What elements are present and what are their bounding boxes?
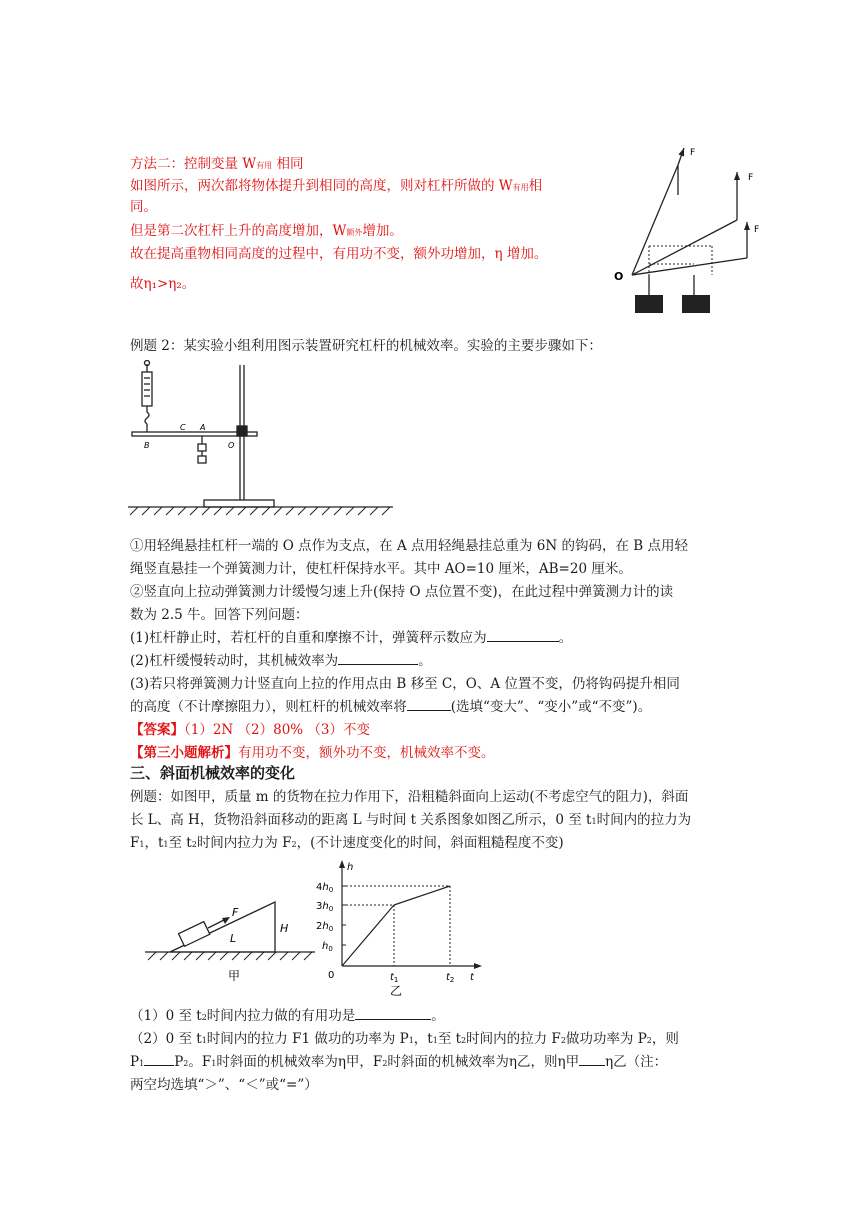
example2-step2b: 数为 2.5 牛。回答下列问题： xyxy=(130,607,309,623)
incline-height-label: H xyxy=(280,922,289,935)
lever-apparatus-figure xyxy=(128,360,398,520)
graph-tick-4h0: $4h_0$ xyxy=(316,882,334,894)
example2-question3b: 的高度（不计摩擦阻力），则杠杆的机械效率将 (选填“变大”、“变小”或“不变”)。 xyxy=(130,699,652,715)
answer-blank-2 xyxy=(338,652,418,665)
answer-blank-1 xyxy=(487,629,559,642)
force-label-2: F xyxy=(748,173,754,183)
graph-tick-h0: $h_0$ xyxy=(322,941,333,953)
method2-conclusion: 故η₁>η₂。 xyxy=(130,276,196,292)
method2-line5: 故在提高重物相同高度的过程中，有用功不变，额外功增加，η 增加。 xyxy=(130,246,548,262)
force-label-3: F xyxy=(754,225,760,235)
answer-blank-6 xyxy=(579,1053,605,1066)
example2-step1a: ①用轻绳悬挂杠杆一端的 O 点作为支点，在 A 点用轻绳悬挂总重为 6N 的钩码，在 B 点用轻 xyxy=(130,538,688,554)
graph-tick-t1: $t_1$ xyxy=(390,972,399,984)
section3-heading: 三、斜面机械效率的变化 xyxy=(130,764,296,782)
example2-analysis: 【第三小题解析】有用功不变，额外功不变，机械效率不变。 xyxy=(130,745,495,761)
method2-line3: 同。 xyxy=(130,199,157,215)
incline-length-label: L xyxy=(230,932,237,945)
graph-tick-origin: 0 xyxy=(328,970,335,981)
method2-line2: 如图所示，两次都将物体提升到相同的高度，则对杠杆所做的 W有用相 xyxy=(130,178,543,194)
section3-para3: F1，t1至 t2时间内拉力为 F2，(不计速度变化的时间，斜面粗糙程度不变) xyxy=(130,835,564,851)
incline-figure-jia xyxy=(140,880,320,985)
example2-question3a: (3)若只将弹簧测力计竖直向上拉的作用点由 B 移至 C，O、A 位置不变，仍将钩码提升相同 xyxy=(130,676,680,692)
example2-answer: 【答案】（1）2N （2）80% （3）不变 xyxy=(130,722,371,738)
lever-efficiency-diagram xyxy=(612,140,782,315)
pivot-label: O xyxy=(614,270,624,283)
graph-x-axis-label: t xyxy=(470,972,474,983)
figure-yi-caption: 乙 xyxy=(390,984,403,998)
point-C-label: C xyxy=(180,423,186,432)
example2-intro: 例题 2：某实验小组利用图示装置研究杠杆的机械效率。实验的主要步骤如下： xyxy=(130,338,602,354)
graph-tick-2h0: $2h_0$ xyxy=(316,921,334,933)
section3-question-note: 两空均选填“＞”、“＜”或“=”） xyxy=(130,1077,318,1093)
answer-blank-5 xyxy=(144,1053,174,1066)
answer-blank-4 xyxy=(355,1007,431,1020)
section3-para2: 长 L、高 H，货物沿斜面移动的距离 L 与时间 t 关系图象如图乙所示，0 至 t1时间内的拉力为 xyxy=(130,812,692,828)
figure-jia-caption: 甲 xyxy=(228,969,241,983)
graph-y-axis-label: h xyxy=(347,862,354,873)
graph-tick-3h0: $3h_0$ xyxy=(316,901,334,913)
incline-force-label: F xyxy=(232,906,239,919)
example2-step2a: ②竖直向上拉动弹簧测力计缓慢匀速上升(保持 O 点位置不变)，在此过程中弹簧测力计的读 xyxy=(130,584,674,600)
method2-line4: 但是第二次杠杆上升的高度增加，W额外增加。 xyxy=(130,223,403,239)
method2-line1: 方法二：控制变量 W有用 相同 xyxy=(130,156,304,172)
force-label-1: F xyxy=(690,148,696,158)
example2-question1: (1)杠杆静止时，若杠杆的自重和摩擦不计，弹簧秤示数应为 。 xyxy=(130,630,573,646)
example2-question2: (2)杠杆缓慢转动时，其机械效率为 。 xyxy=(130,653,432,669)
section3-para1: 例题：如图甲，质量 m 的货物在拉力作用下，沿粗糙斜面向上运动(不考虑空气的阻力)，斜面 xyxy=(130,789,689,805)
answer-blank-3 xyxy=(407,698,451,711)
point-B-label: B xyxy=(144,441,150,450)
section3-question2: （2）0 至 t1时间内的拉力 F1 做功的功率为 P1，t1至 t2时间内的拉力 F2做功功率为 P2，则 xyxy=(130,1031,679,1047)
height-time-graph-yi xyxy=(310,858,490,998)
graph-tick-t2: $t_2$ xyxy=(446,972,455,984)
point-A-label: A xyxy=(200,423,206,432)
point-O-label: O xyxy=(228,441,235,450)
section3-question2-cont: P1 P2。F1时斜面的机械效率为η甲，F2时斜面的机械效率为η乙，则η甲 η乙（注： xyxy=(130,1054,668,1070)
example2-step1b: 绳竖直悬挂一个弹簧测力计，使杠杆保持水平。其中 AO=10 厘米，AB=20 厘米。 xyxy=(130,561,632,577)
section3-question1: （1）0 至 t2时间内拉力做的有用功是 。 xyxy=(130,1008,445,1024)
